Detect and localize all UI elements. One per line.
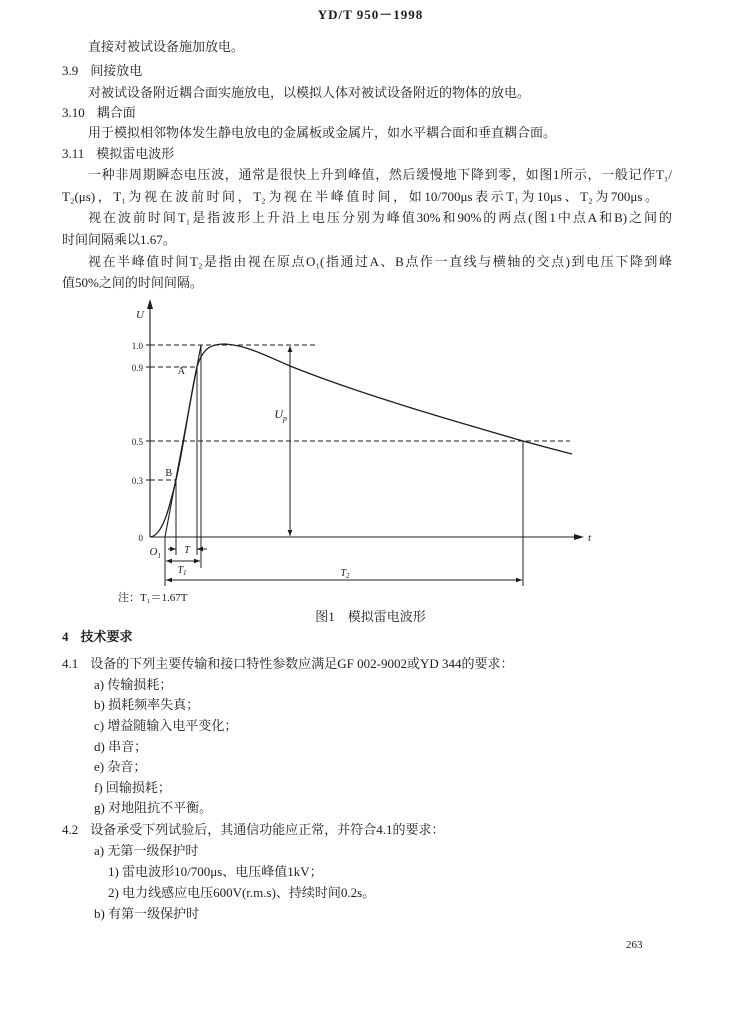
y-tick-label: 0.5 [131, 437, 143, 447]
clause-number: 3.9 [62, 63, 79, 78]
point-a-label: A [177, 366, 185, 377]
list-item: a) 无第一级保护时 [94, 843, 199, 858]
y-tick-label: 0.9 [131, 363, 143, 373]
paragraph-line: 一种非周期瞬态电压波，通常是很快上升到峰值，然后缓慢地下降到零，如图1所示，一般记作T₁/ [88, 167, 672, 182]
figure-1-waveform-diagram [0, 295, 741, 595]
y-tick-label: 0 [138, 533, 143, 543]
y-tick-label: 1.0 [131, 341, 143, 351]
list-item: a) 传输损耗； [94, 677, 173, 692]
list-item: f) 回输损耗； [94, 780, 171, 795]
clause-title: 模拟雷电波形 [96, 146, 175, 161]
t2-dimension-label: $T_2$ [340, 568, 350, 580]
paragraph-line: T₂(μs)，T₁为视在波前时间，T₂为视在半峰值时间，如10/700μs表示T₁为10μs、T₂为700μs。 [62, 189, 658, 204]
point-b-label: B [165, 468, 172, 479]
figure-note: 注：T₁＝1.67T [118, 592, 188, 604]
x-axis-arrow [574, 534, 584, 540]
paragraph-line: 视在波前时间T₁是指波形上升沿上电压分别为峰值30%和90%的两点(图1中点A和B)之间的 [88, 210, 672, 225]
clause-title: 间接放电 [90, 63, 143, 78]
clause-text: 设备的下列主要传输和接口特性参数应满足GF 002-9002或YD 344的要求： [90, 656, 514, 671]
list-item: b) 损耗频率失真； [94, 697, 200, 712]
clause-title: 技术要求 [80, 629, 133, 644]
list-item: d) 串音； [94, 739, 148, 754]
clause-number: 4.1 [62, 656, 79, 671]
list-item: g) 对地阻抗不平衡。 [94, 800, 213, 815]
clause-3-11-heading [62, 145, 174, 163]
paragraph-line: 时间间隔乘以1.67。 [62, 232, 176, 247]
y-tick-label: 0.3 [131, 476, 143, 486]
clause-text: 设备承受下列试验后，其通信功能应正常，并符合4.1的要求： [90, 822, 445, 837]
page-number: 263 [626, 939, 643, 951]
y-axis-label: U [136, 309, 144, 321]
sub-list-item: 1) 雷电波形10/700μs、电压峰值1kV； [108, 864, 323, 879]
clause-number: 4 [62, 629, 69, 644]
sub-list-item: 2) 电力线感应电压600V(r.m.s)、持续时间0.2s。 [108, 885, 376, 900]
clause-number: 4.2 [62, 822, 79, 837]
x-axis-label: t [588, 532, 592, 544]
list-item: b) 有第一级保护时 [94, 906, 200, 921]
clause-3-9-text: 对被试设备附近耦合面实施放电，以模拟人体对被试设备附近的物体的放电。 [88, 85, 531, 100]
figure-caption: 图1 模拟雷电波形 [315, 609, 426, 624]
paragraph-line: 视在半峰值时间T₂是指由视在原点O₁(指通过A、B点作一直线与横轴的交点)到电压下降到峰 [88, 254, 672, 269]
clause-number: 3.11 [62, 146, 85, 161]
clause-3-10-heading [62, 104, 136, 122]
peak-voltage-label: $U_p$ [274, 407, 287, 423]
clause-number: 3.10 [62, 105, 85, 120]
clause-4-heading [62, 628, 133, 646]
t-dimension-label: T [184, 545, 190, 556]
list-item: c) 增益随输入电平变化； [94, 718, 238, 733]
clause-3-8-continuation: 直接对被试设备施加放电。 [88, 39, 245, 54]
paragraph-line: 值50%之间的时间间隔。 [62, 275, 203, 290]
clause-3-9-heading [62, 62, 142, 80]
origin-o1-label: $O_1$ [149, 546, 161, 560]
standard-number-header: YD/T 950－1998 [317, 7, 424, 22]
list-item: e) 杂音； [94, 759, 147, 774]
clause-3-10-text: 用于模拟相邻物体发生静电放电的金属板或金属片，如水平耦合面和垂直耦合面。 [88, 125, 557, 140]
t1-dimension-label: $T_1$ [177, 565, 187, 577]
y-axis-arrow [147, 299, 153, 309]
clause-4-1 [62, 655, 513, 673]
clause-title: 耦合面 [96, 105, 136, 120]
clause-4-2 [62, 821, 445, 839]
